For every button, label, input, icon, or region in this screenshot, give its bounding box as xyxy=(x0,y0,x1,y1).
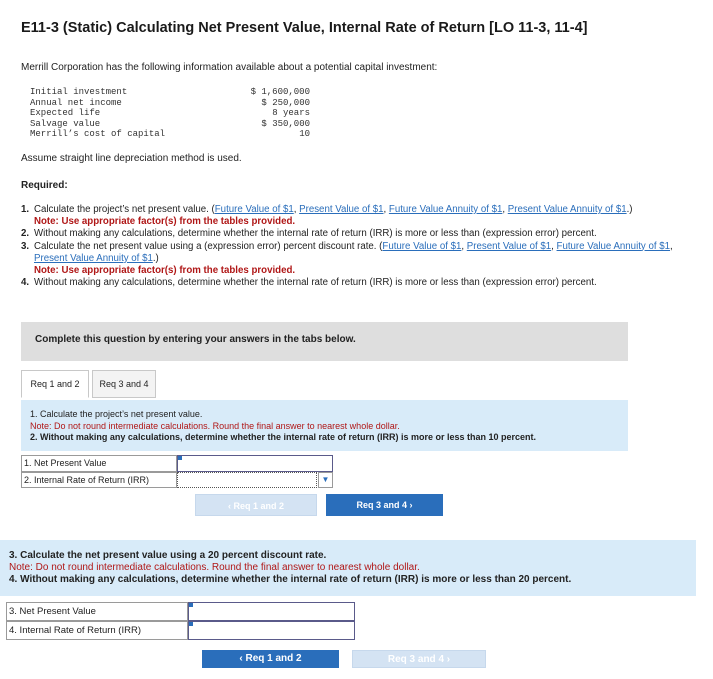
prev-req-button[interactable]: ‹ Req 1 and 2 xyxy=(195,494,317,516)
npv-20-input[interactable] xyxy=(188,602,355,621)
investment-row: Salvage value $ 350,000 xyxy=(30,118,310,129)
tab-req-3-and-4[interactable]: Req 3 and 4 xyxy=(92,370,156,398)
npv-20-label: 3. Net Present Value xyxy=(6,602,188,621)
req-1-2-instructions: 1. Calculate the project’s net present value. Note: Do not round intermediate calculations. Round the final answer to nearest whole dollar. 2. Without making any calculations, determine whether the internal rate of return (IRR) is more or less than 10 percent. xyxy=(21,400,628,451)
next-req-button[interactable]: Req 3 and 4 › xyxy=(326,494,443,516)
requirement-2: 2. Without making any calculations, determine whether the internal rate of return (IRR) is more or less than (expression error) percent. xyxy=(21,228,597,240)
npv-label: 1. Net Present Value xyxy=(21,455,177,472)
requirements-list xyxy=(21,204,689,289)
investment-row: Annual net income $ 250,000 xyxy=(30,97,310,108)
requirement-1: 1. Calculate the project’s net present value. (Future Value of $1, Present Value of $1, Future Value Annuity of $1, Present Value Annuity of $1.) xyxy=(21,204,633,215)
requirement-1-note: Note: Use appropriate factor(s) from the tables provided. xyxy=(34,216,296,228)
cell-marker-icon xyxy=(189,603,193,607)
irr-20-select[interactable] xyxy=(188,621,355,640)
instructions-banner: Complete this question by entering your answers in the tabs below. xyxy=(21,322,628,361)
present-value-annuity-link[interactable]: Present Value Annuity of $1 xyxy=(34,252,153,264)
page-title: E11-3 (Static) Calculating Net Present Value, Internal Rate of Return [LO 11-3, 11-4] xyxy=(21,20,588,36)
investment-table xyxy=(30,87,310,140)
intro-text: Merrill Corporation has the following information available about a potential capital investment: xyxy=(21,62,438,73)
chevron-down-icon[interactable]: ▼ xyxy=(318,472,333,488)
prev-req-button[interactable]: ‹ Req 1 and 2 xyxy=(202,650,339,668)
future-value-annuity-link[interactable]: Future Value Annuity of $1 xyxy=(388,204,503,215)
investment-row: Merrill’s cost of capital 10 xyxy=(30,129,310,140)
future-value-link[interactable]: Future Value of $1 xyxy=(382,240,462,252)
irr-label: 2. Internal Rate of Return (IRR) xyxy=(21,472,177,488)
irr-20-label: 4. Internal Rate of Return (IRR) xyxy=(6,621,188,640)
present-value-link[interactable]: Present Value of $1 xyxy=(466,240,552,252)
future-value-annuity-link[interactable]: Future Value Annuity of $1 xyxy=(556,240,670,252)
present-value-annuity-link[interactable]: Present Value Annuity of $1 xyxy=(507,204,627,215)
assumption-text: Assume straight line depreciation method is used. xyxy=(21,153,242,164)
requirement-3-note: Note: Use appropriate factor(s) from the tables provided. xyxy=(34,265,296,277)
present-value-link[interactable]: Present Value of $1 xyxy=(299,204,384,215)
cell-marker-icon xyxy=(178,456,182,460)
next-req-button[interactable]: Req 3 and 4 › xyxy=(352,650,486,668)
cell-marker-icon xyxy=(189,622,193,626)
npv-input[interactable] xyxy=(177,455,333,472)
requirement-4: 4. Without making any calculations, determine whether the internal rate of return (IRR) is more or less than (expression error) percent. xyxy=(21,277,597,289)
req-3-4-instructions: 3. Calculate the net present value using a 20 percent discount rate. Note: Do not round intermediate calculations. Round the final answer to nearest whole dollar. 4. Without making any calculations, determine whether the internal rate of return (IRR) is more or less than 20 percent. xyxy=(0,540,696,596)
investment-row: Initial investment $ 1,600,000 xyxy=(30,87,310,97)
investment-row: Expected life 8 years xyxy=(30,108,310,119)
future-value-link[interactable]: Future Value of $1 xyxy=(214,204,294,215)
tab-req-1-and-2[interactable]: Req 1 and 2 xyxy=(21,370,89,398)
requirement-3: 3. Calculate the net present value using a (expression error) percent discount rate. (Future Value of $1, Present Value of $1, Future Value Annuity of $1, Present Value Annuity of $1.) xyxy=(21,240,673,264)
required-heading: Required: xyxy=(21,180,68,191)
irr-select[interactable] xyxy=(177,472,317,488)
